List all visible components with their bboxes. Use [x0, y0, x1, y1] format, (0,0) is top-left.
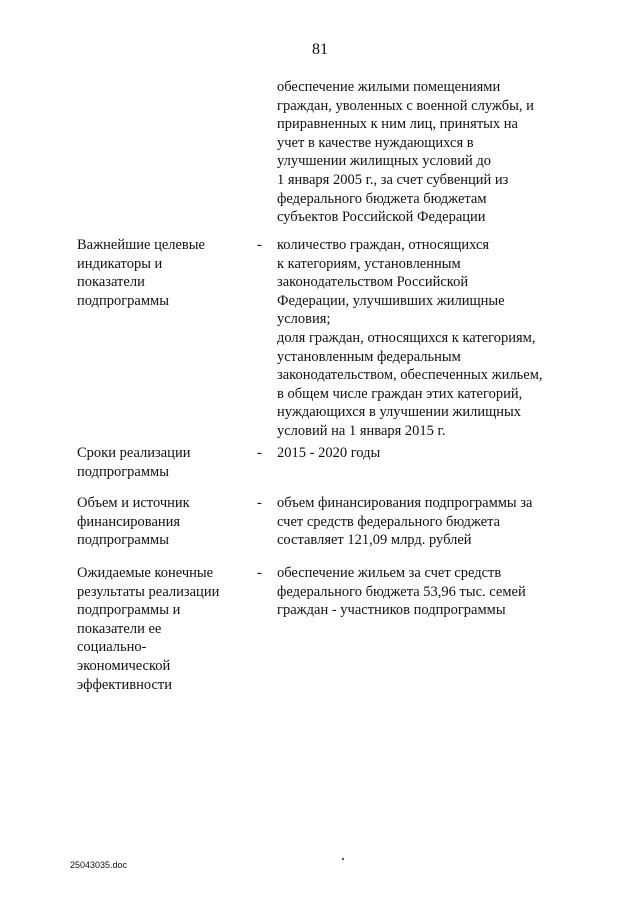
row-value-line: Федерации, улучшивших жилищные	[277, 292, 505, 309]
row-label-line: финансирования	[77, 513, 181, 530]
row-label	[77, 444, 247, 481]
intro-line: приравненных к ним лиц, принятых на	[277, 116, 518, 133]
row-value	[277, 494, 577, 550]
row-value-line: законодательством, обеспеченных жильем,	[277, 367, 543, 384]
row-value-line: счет средств федерального бюджета	[277, 513, 501, 530]
row-value-line: условий на 1 января 2015 г.	[277, 422, 446, 439]
row-value-line: федерального бюджета 53,96 тыс. семей	[277, 583, 526, 600]
row-label	[77, 494, 247, 550]
footer-file-name: 25043035.doc	[70, 860, 128, 870]
footer-dot-mark	[342, 858, 344, 860]
row-dash: -	[257, 565, 262, 581]
row-label-line: показатели ее	[77, 620, 162, 637]
row-value-line: 2015 - 2020 годы	[277, 445, 381, 461]
row-label	[77, 236, 247, 310]
row-value-line: обеспечение жильем за счет средств	[277, 565, 502, 581]
row-label-line: Ожидаемые конечные	[77, 565, 214, 581]
row-value-line: доля граждан, относящихся к категориям,	[277, 329, 536, 346]
row-value-line: объем финансирования подпрограммы за	[277, 495, 533, 511]
row-value-line: установленным федеральным	[277, 348, 461, 365]
row-label-line: Важнейшие целевые	[77, 237, 205, 253]
intro-line: субъектов Российской Федерации	[277, 209, 486, 226]
intro-line: федерального бюджета бюджетам	[277, 190, 487, 207]
intro-line: учет в качестве нуждающихся в	[277, 134, 474, 151]
row-value-line: к категориям, установленным	[277, 255, 461, 272]
row-dash: -	[257, 237, 262, 253]
page-number: 81	[312, 41, 328, 58]
intro-paragraph	[277, 78, 577, 227]
row-value-line: в общем числе граждан этих категорий,	[277, 385, 523, 402]
row-label-line: результаты реализации	[77, 583, 220, 600]
row-value	[277, 564, 577, 620]
row-label	[77, 564, 247, 694]
row-value-line: граждан - участников подпрограммы	[277, 602, 506, 619]
row-label-line: показатели	[77, 274, 145, 291]
row-label-line: подпрограммы	[77, 532, 169, 549]
row-label-line: эффективности	[77, 676, 172, 693]
row-label-line: индикаторы и	[77, 255, 163, 272]
row-label-line: экономической	[77, 657, 171, 674]
row-value-line: нуждающихся в улучшении жилищных	[277, 404, 522, 421]
row-label-line: подпрограммы	[77, 463, 169, 480]
row-value-line: условия;	[277, 311, 331, 328]
intro-line: граждан, уволенных с военной службы, и	[277, 97, 534, 114]
intro-line: 1 января 2005 г., за счет субвенций из	[277, 171, 509, 188]
row-value	[277, 444, 577, 463]
row-label-line: Сроки реализации	[77, 445, 191, 461]
row-value-line: количество граждан, относящихся	[277, 237, 490, 253]
row-value	[277, 236, 577, 441]
row-label-line: социально-	[77, 639, 147, 656]
row-label-line: подпрограммы и	[77, 602, 181, 619]
row-value-line: составляет 121,09 млрд. рублей	[277, 532, 472, 549]
intro-line: обеспечение жилыми помещениями	[277, 79, 501, 95]
row-value-line: законодательством Российской	[277, 274, 469, 291]
row-dash: -	[257, 445, 262, 461]
row-label-line: Объем и источник	[77, 495, 190, 511]
row-label-line: подпрограммы	[77, 292, 169, 309]
intro-line: улучшении жилищных условий до	[277, 153, 492, 170]
row-dash: -	[257, 495, 262, 511]
